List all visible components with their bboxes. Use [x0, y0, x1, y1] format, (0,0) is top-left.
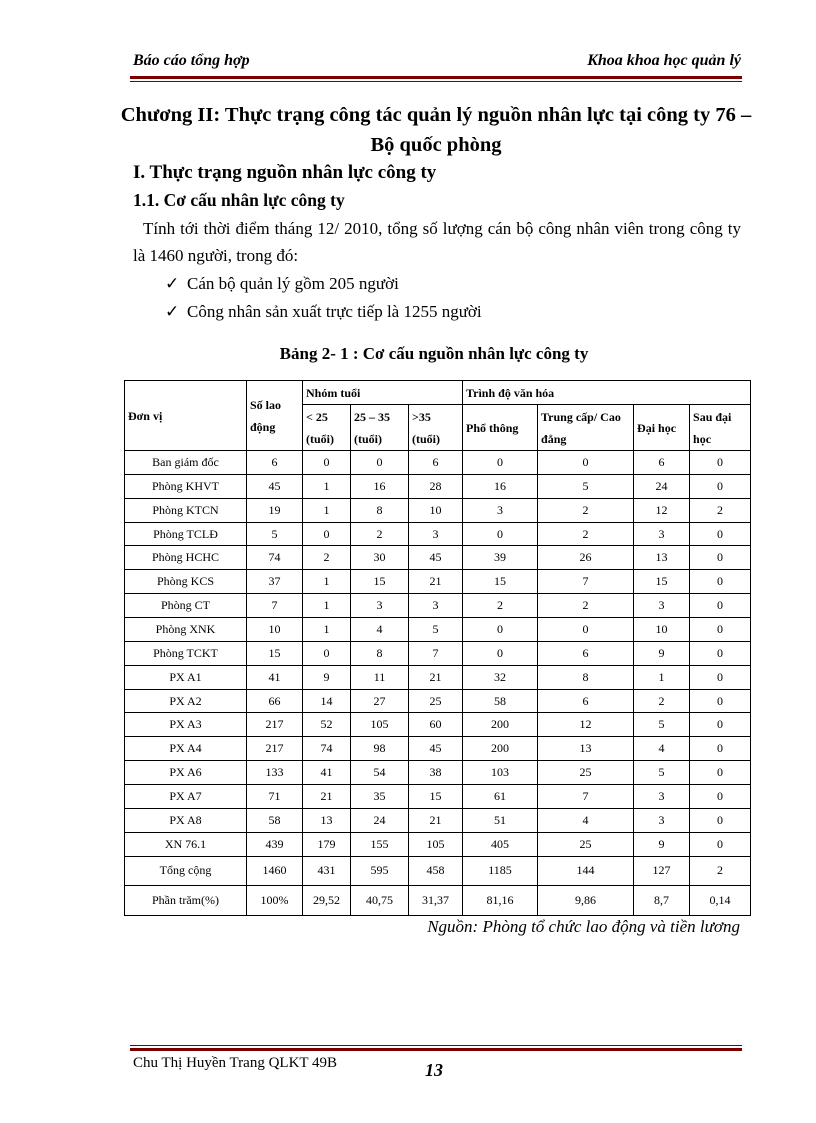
workforce-table	[124, 380, 751, 916]
table-cell: 0	[690, 618, 751, 642]
table-cell: 2	[351, 522, 409, 546]
table-cell: 458	[409, 856, 463, 886]
table-cell: 1	[303, 594, 351, 618]
table-row	[125, 570, 751, 594]
table-cell: 431	[303, 856, 351, 886]
bullet-item	[165, 302, 482, 322]
table-cell: 15	[351, 570, 409, 594]
table-cell: 439	[247, 832, 303, 856]
table-cell: 7	[409, 641, 463, 665]
header-age-col: >35 (tuổi)	[409, 405, 463, 451]
table-cell: 6	[634, 451, 690, 475]
table-cell: 3	[463, 498, 538, 522]
row-label: PX A6	[125, 761, 247, 785]
table-cell: 0	[463, 618, 538, 642]
table-cell: 0	[690, 594, 751, 618]
table-cell: 9	[303, 665, 351, 689]
table-cell: 8	[538, 665, 634, 689]
header-age-group: Nhóm tuổi	[303, 381, 463, 405]
header-edu-col: Sau đại học	[690, 405, 751, 451]
table-cell: 39	[463, 546, 538, 570]
row-label: Phòng KTCN	[125, 498, 247, 522]
table-cell: 3	[351, 594, 409, 618]
table-row	[125, 832, 751, 856]
table-cell: 6	[538, 641, 634, 665]
table-cell: 25	[538, 832, 634, 856]
chapter-title: Chương II: Thực trạng công tác quản lý nguồn nhân lực tại công ty 76 – Bộ quốc phòng	[120, 104, 752, 156]
table-cell: 3	[634, 522, 690, 546]
table-cell: 58	[463, 689, 538, 713]
table-cell: 2	[690, 498, 751, 522]
table-cell: 7	[247, 594, 303, 618]
table-cell: 0	[690, 641, 751, 665]
table-cell: 2	[690, 856, 751, 886]
table-row	[125, 522, 751, 546]
table-cell: 7	[538, 785, 634, 809]
table-cell: 3	[634, 808, 690, 832]
table-cell: 3	[409, 522, 463, 546]
table-cell: 5	[634, 761, 690, 785]
page-number: 13	[425, 1060, 443, 1080]
table-caption: Bảng 2- 1 : Cơ cấu nguồn nhân lực công ty	[279, 344, 589, 363]
footer-rule	[130, 1045, 742, 1051]
table-cell: 0	[690, 546, 751, 570]
table-cell: 2	[463, 594, 538, 618]
table-cell: 0	[463, 641, 538, 665]
table-cell: 54	[351, 761, 409, 785]
header-age-col: < 25 (tuổi)	[303, 405, 351, 451]
table-cell: 1185	[463, 856, 538, 886]
table-cell: 8	[351, 498, 409, 522]
table-cell: 155	[351, 832, 409, 856]
header-edu-col: Đại học	[634, 405, 690, 451]
table-cell: 0	[303, 451, 351, 475]
table-row	[125, 737, 751, 761]
table-cell: 5	[409, 618, 463, 642]
table-cell: 27	[351, 689, 409, 713]
table-cell: 0	[690, 689, 751, 713]
table-cell: 9	[634, 641, 690, 665]
table-cell: 2	[303, 546, 351, 570]
row-label: PX A1	[125, 665, 247, 689]
table-cell: 0	[690, 785, 751, 809]
table-row	[125, 785, 751, 809]
checkmark-icon: ✓	[165, 302, 180, 321]
table-row	[125, 886, 751, 916]
table-cell: 103	[463, 761, 538, 785]
table-cell: 13	[634, 546, 690, 570]
table-cell: 5	[634, 713, 690, 737]
table-cell: 15	[409, 785, 463, 809]
table-cell: 0	[690, 570, 751, 594]
table-cell: 0	[690, 474, 751, 498]
header-unit: Đơn vị	[125, 381, 247, 451]
table-row	[125, 808, 751, 832]
table-cell: 38	[409, 761, 463, 785]
table-cell: 217	[247, 737, 303, 761]
table-cell: 41	[247, 665, 303, 689]
row-label: PX A8	[125, 808, 247, 832]
table-cell: 0	[690, 832, 751, 856]
header-edu-col: Phổ thông	[463, 405, 538, 451]
table-cell: 41	[303, 761, 351, 785]
table-row	[125, 546, 751, 570]
table-row	[125, 594, 751, 618]
row-label: PX A7	[125, 785, 247, 809]
intro-paragraph: Tính tới thời điểm tháng 12/ 2010, tổng số lượng cán bộ công nhân viên trong công ty là 1460 người, trong đó:	[133, 219, 741, 265]
table-cell: 12	[538, 713, 634, 737]
table-cell: 105	[409, 832, 463, 856]
row-label: Phòng XNK	[125, 618, 247, 642]
table-cell: 21	[409, 570, 463, 594]
table-cell: 21	[303, 785, 351, 809]
header-left: Báo cáo tổng hợp	[133, 52, 250, 69]
table-cell: 1	[303, 474, 351, 498]
table-cell: 28	[409, 474, 463, 498]
table-cell: 0	[690, 665, 751, 689]
table-cell: 81,16	[463, 886, 538, 916]
table-cell: 10	[409, 498, 463, 522]
table-cell: 15	[463, 570, 538, 594]
table-cell: 0	[351, 451, 409, 475]
table-cell: 0	[538, 451, 634, 475]
table-cell: 45	[247, 474, 303, 498]
table-cell: 0	[303, 522, 351, 546]
table-cell: 2	[538, 594, 634, 618]
table-cell: 0	[303, 641, 351, 665]
table-row	[125, 451, 751, 475]
table-cell: 8	[351, 641, 409, 665]
row-label: Phòng TCKT	[125, 641, 247, 665]
page-header	[133, 52, 741, 74]
table-cell: 127	[634, 856, 690, 886]
table-cell: 1460	[247, 856, 303, 886]
table-cell: 0	[690, 522, 751, 546]
table-cell: 1	[634, 665, 690, 689]
table-cell: 66	[247, 689, 303, 713]
row-label: Ban giám đốc	[125, 451, 247, 475]
table-row	[125, 498, 751, 522]
table-cell: 15	[634, 570, 690, 594]
table-row	[125, 641, 751, 665]
table-cell: 0	[690, 737, 751, 761]
row-label: Phần trăm(%)	[125, 886, 247, 916]
table-row	[125, 689, 751, 713]
header-age-col: 25 – 35 (tuổi)	[351, 405, 409, 451]
row-label: PX A3	[125, 713, 247, 737]
table-cell: 45	[409, 737, 463, 761]
table-cell: 16	[463, 474, 538, 498]
table-cell: 74	[303, 737, 351, 761]
table-cell: 19	[247, 498, 303, 522]
table-cell: 52	[303, 713, 351, 737]
table-row	[125, 856, 751, 886]
table-cell: 5	[247, 522, 303, 546]
header-edu-col: Trung cấp/ Cao đẳng	[538, 405, 634, 451]
table-cell: 200	[463, 737, 538, 761]
table-cell: 3	[409, 594, 463, 618]
table-cell: 37	[247, 570, 303, 594]
header-rule	[130, 76, 742, 82]
header-education: Trình độ văn hóa	[463, 381, 751, 405]
table-cell: 405	[463, 832, 538, 856]
header-right: Khoa khoa học quản lý	[587, 52, 741, 69]
table-cell: 4	[538, 808, 634, 832]
bullet-item	[165, 274, 399, 294]
table-cell: 71	[247, 785, 303, 809]
table-cell: 13	[538, 737, 634, 761]
table-cell: 10	[247, 618, 303, 642]
table-cell: 4	[351, 618, 409, 642]
table-cell: 29,52	[303, 886, 351, 916]
row-label: Phòng KHVT	[125, 474, 247, 498]
table-source: Nguồn: Phòng tổ chức lao động và tiền lương	[427, 917, 740, 936]
table-cell: 1	[303, 498, 351, 522]
table-cell: 74	[247, 546, 303, 570]
table-cell: 0	[690, 713, 751, 737]
table-cell: 1	[303, 570, 351, 594]
bullet-text: Cán bộ quản lý gồm 205 người	[187, 274, 399, 293]
table-cell: 2	[634, 689, 690, 713]
table-cell: 1	[303, 618, 351, 642]
table-cell: 9,86	[538, 886, 634, 916]
table-cell: 0	[690, 761, 751, 785]
table-cell: 15	[247, 641, 303, 665]
table-cell: 4	[634, 737, 690, 761]
table-cell: 11	[351, 665, 409, 689]
row-label: Tổng cộng	[125, 856, 247, 886]
table-cell: 2	[538, 498, 634, 522]
table-cell: 3	[634, 785, 690, 809]
table-row	[125, 665, 751, 689]
subsection-heading: 1.1. Cơ cấu nhân lực công ty	[133, 190, 345, 210]
table-cell: 217	[247, 713, 303, 737]
table-cell: 0	[690, 451, 751, 475]
table-cell: 35	[351, 785, 409, 809]
table-cell: 0	[463, 522, 538, 546]
table-cell: 3	[634, 594, 690, 618]
table-cell: 200	[463, 713, 538, 737]
table-cell: 2	[538, 522, 634, 546]
table-cell: 21	[409, 665, 463, 689]
table-cell: 61	[463, 785, 538, 809]
table-cell: 179	[303, 832, 351, 856]
bullet-text: Công nhân sản xuất trực tiếp là 1255 người	[187, 302, 482, 321]
table-cell: 24	[634, 474, 690, 498]
table-cell: 21	[409, 808, 463, 832]
table-cell: 6	[247, 451, 303, 475]
table-row	[125, 761, 751, 785]
table-cell: 0	[463, 451, 538, 475]
section-heading: I. Thực trạng nguồn nhân lực công ty	[133, 162, 437, 183]
table-cell: 16	[351, 474, 409, 498]
table-cell: 13	[303, 808, 351, 832]
table-cell: 7	[538, 570, 634, 594]
table-cell: 30	[351, 546, 409, 570]
row-label: Phòng TCLĐ	[125, 522, 247, 546]
footer-author: Chu Thị Huyền Trang QLKT 49B	[133, 1055, 338, 1071]
table-row	[125, 618, 751, 642]
table-cell: 60	[409, 713, 463, 737]
row-label: PX A4	[125, 737, 247, 761]
table-cell: 26	[538, 546, 634, 570]
table-cell: 595	[351, 856, 409, 886]
table-cell: 8,7	[634, 886, 690, 916]
table-cell: 58	[247, 808, 303, 832]
row-label: Phòng HCHC	[125, 546, 247, 570]
table-cell: 25	[409, 689, 463, 713]
table-cell: 0,14	[690, 886, 751, 916]
table-cell: 105	[351, 713, 409, 737]
table-cell: 133	[247, 761, 303, 785]
table-cell: 51	[463, 808, 538, 832]
table-cell: 5	[538, 474, 634, 498]
table-row	[125, 474, 751, 498]
table-cell: 12	[634, 498, 690, 522]
table-cell: 25	[538, 761, 634, 785]
row-label: Phòng CT	[125, 594, 247, 618]
table-row	[125, 713, 751, 737]
table-cell: 6	[409, 451, 463, 475]
checkmark-icon: ✓	[165, 274, 180, 293]
row-label: XN 76.1	[125, 832, 247, 856]
table-cell: 31,37	[409, 886, 463, 916]
table-cell: 6	[538, 689, 634, 713]
table-cell: 98	[351, 737, 409, 761]
row-label: PX A2	[125, 689, 247, 713]
table-cell: 100%	[247, 886, 303, 916]
table-cell: 14	[303, 689, 351, 713]
header-count: Số lao động	[247, 381, 303, 451]
table-cell: 10	[634, 618, 690, 642]
row-label: Phòng KCS	[125, 570, 247, 594]
table-cell: 32	[463, 665, 538, 689]
table-cell: 0	[690, 808, 751, 832]
table-cell: 45	[409, 546, 463, 570]
table-cell: 0	[538, 618, 634, 642]
table-cell: 40,75	[351, 886, 409, 916]
table-cell: 144	[538, 856, 634, 886]
table-cell: 9	[634, 832, 690, 856]
table-cell: 24	[351, 808, 409, 832]
